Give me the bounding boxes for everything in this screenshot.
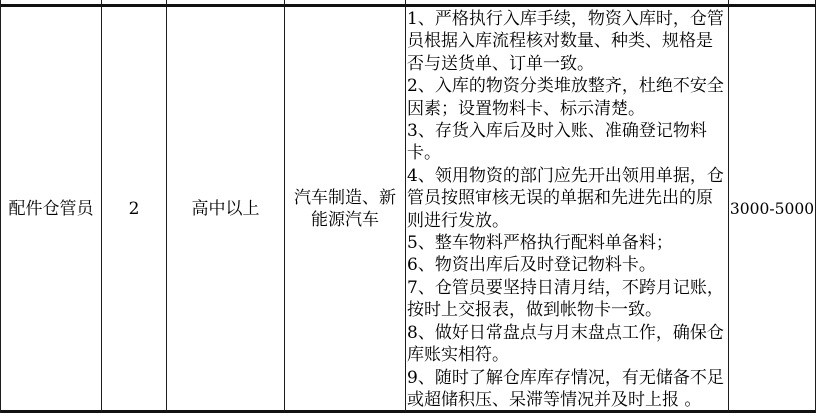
prev-row-fragment-cell [285,0,406,7]
duties-cell-line: 3、存货入库后及时入账、准确登记物料 [407,121,707,142]
duties-cell-line: 8、做好日常盘点与月末盘点工作，确保仓 [407,322,724,343]
duties-cell-line: 因素；设置物料卡、标示清楚。 [407,98,645,119]
duties-cell-line: 或超储积压、呆滞等情况并及时上报 。 [407,389,702,410]
duties-cell-line: 卡。 [407,143,441,164]
prev-row-fragment-cell [729,0,816,7]
prev-row-fragment-cell [1,0,102,7]
prev-row-fragment-cell [167,0,285,7]
duties-cell-line: 7、仓管员要坚持日清月结，不跨月记账， [407,277,724,298]
duties-cell-line: 否与送货单、订单一致。 [407,53,594,74]
education-cell: 高中以上 [167,7,285,413]
duties-cell-line: 按时上交报表，做到帐物卡一致。 [407,300,662,321]
duties-cell-line: 9、随时了解仓库库存情况，有无储备不足 [407,367,724,388]
duties-cell-line: 2、入库的物资分类堆放整齐，杜绝不安全 [407,76,724,97]
industry-cell [285,7,406,413]
prev-row-fragment-cell [406,0,729,7]
industry-cell-line: 能源汽车 [311,209,379,230]
duties-cell-line: 库账实相符。 [407,345,509,366]
duties-cell-line: 管员按照审核无误的单据和先进先出的原 [407,188,713,209]
duties-cell [406,7,729,413]
headcount-cell: 2 [102,7,167,413]
duties-cell-line: 则进行发放。 [407,210,509,231]
duties-cell-line: 5、整车物料严格执行配料单备料； [407,233,673,254]
duties-cell-line: 4、领用物资的部门应先开出领用单据，仓 [407,165,724,186]
job-title-cell: 配件仓管员 [1,7,102,413]
industry-cell-line: 汽车制造、新 [294,187,396,208]
prev-row-fragment-cell [102,0,167,7]
duties-cell-line: 员根据入库流程核对数量、种类、规格是 [407,31,713,52]
salary-cell: 3000-5000 [729,7,816,413]
duties-cell-line: 6、物资出库后及时登记物料卡。 [407,255,656,276]
duties-cell-line: 1、严格执行入库手续，物资入库时，仓管 [407,9,724,29]
